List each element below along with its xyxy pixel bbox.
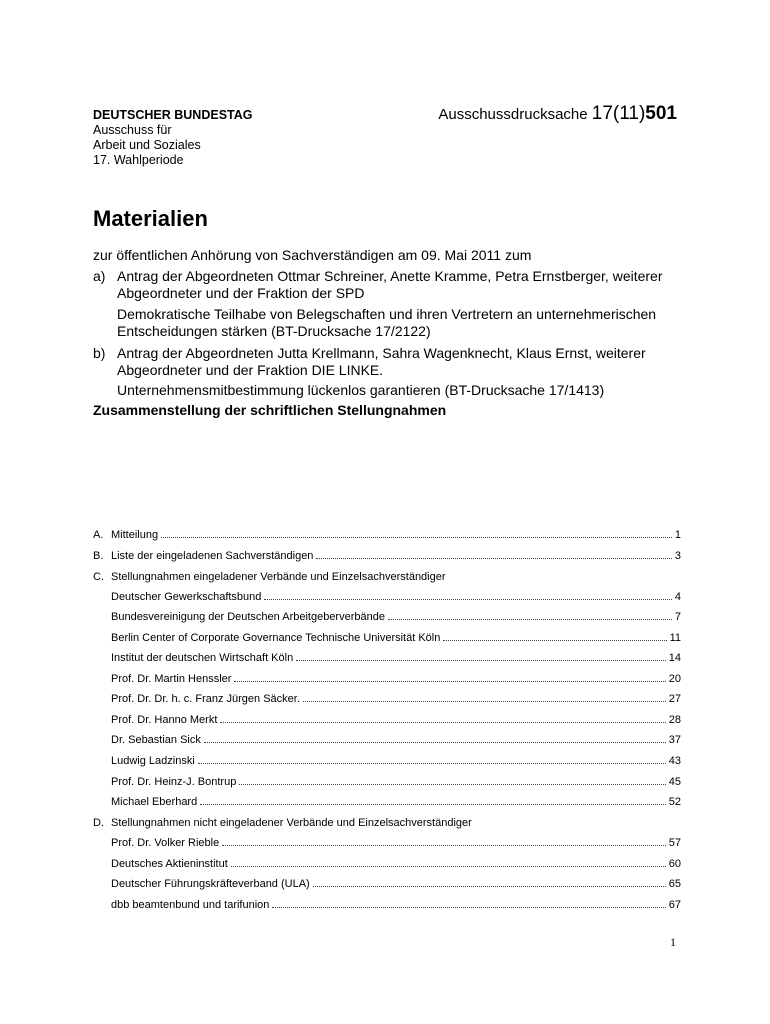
toc-page: 67 bbox=[668, 899, 681, 911]
parliament-name: DEUTSCHER BUNDESTAG bbox=[93, 108, 253, 122]
toc-leader bbox=[239, 774, 665, 785]
toc-label: Michael Eberhard bbox=[111, 796, 198, 808]
toc-entry[interactable] bbox=[111, 650, 681, 666]
toc-leader bbox=[200, 794, 666, 805]
toc-label: Deutsches Aktieninstitut bbox=[111, 858, 228, 870]
motion-subject-a: Demokratische Teilhabe von Belegschaften und ihren Vertretern an unternehmerischen Entscheidungen stärken (BT-Drucksache 17/2122) bbox=[117, 306, 657, 339]
toc-page: 20 bbox=[668, 673, 681, 685]
toc-label: Prof. Dr. Hanno Merkt bbox=[111, 714, 218, 726]
toc-label: Institut der deutschen Wirtschaft Köln bbox=[111, 652, 294, 664]
toc-page: 7 bbox=[674, 611, 681, 623]
toc-leader bbox=[231, 856, 666, 867]
toc-leader bbox=[198, 753, 666, 764]
toc-entry[interactable] bbox=[111, 856, 681, 872]
toc-section-label: Stellungnahmen eingeladener Verbände und Einzelsachverständiger bbox=[111, 571, 446, 583]
toc-leader bbox=[220, 712, 665, 723]
toc-entry[interactable] bbox=[111, 671, 681, 687]
toc-section-d bbox=[93, 815, 472, 831]
motion-marker: a) bbox=[93, 268, 106, 284]
toc-leader bbox=[204, 732, 666, 743]
toc-page: 28 bbox=[668, 714, 681, 726]
toc-page: 37 bbox=[668, 734, 681, 746]
toc-entry[interactable] bbox=[111, 691, 681, 707]
document-number-prefix: 17(11) bbox=[591, 103, 646, 124]
page-title: Materialien bbox=[93, 206, 208, 231]
toc-label: Deutscher Führungskräfteverband (ULA) bbox=[111, 878, 310, 890]
toc-page: 45 bbox=[668, 776, 681, 788]
toc-page: 1 bbox=[674, 529, 681, 541]
toc-page: 60 bbox=[668, 858, 681, 870]
motion-subject-b: Unternehmensmitbestimmung lückenlos garantieren (BT-Drucksache 17/1413) bbox=[117, 382, 605, 398]
toc-label: Berlin Center of Corporate Governance Technische Universität Köln bbox=[111, 632, 441, 644]
toc-label: Prof. Dr. Martin Henssler bbox=[111, 673, 232, 685]
motion-item-a bbox=[93, 268, 683, 302]
toc-entry[interactable] bbox=[111, 835, 681, 851]
intro-text: zur öffentlichen Anhörung von Sachverständigen am 09. Mai 2011 zum bbox=[93, 247, 532, 263]
toc-label: dbb beamtenbund und tarifunion bbox=[111, 899, 270, 911]
motion-marker: b) bbox=[93, 345, 106, 361]
toc-section-label: Stellungnahmen nicht eingeladener Verbände und Einzelsachverständiger bbox=[111, 817, 472, 829]
toc-entry[interactable] bbox=[111, 897, 681, 913]
toc-page: 27 bbox=[668, 693, 681, 705]
toc-entry[interactable] bbox=[111, 732, 681, 748]
toc-page: 4 bbox=[674, 591, 681, 603]
document-number bbox=[438, 103, 677, 125]
toc-leader bbox=[296, 650, 666, 661]
toc-entry-b[interactable] bbox=[93, 548, 681, 564]
toc-label: Prof. Dr. Volker Rieble bbox=[111, 837, 220, 849]
toc-leader bbox=[161, 527, 672, 538]
toc-leader bbox=[313, 876, 666, 887]
toc-leader bbox=[388, 609, 672, 620]
toc-entry[interactable] bbox=[111, 794, 681, 810]
toc-marker: C. bbox=[93, 571, 104, 583]
motion-item-b bbox=[93, 345, 683, 379]
header-committee-block bbox=[93, 108, 253, 168]
toc-entry[interactable] bbox=[111, 630, 681, 646]
committee-line-2: Arbeit und Soziales bbox=[93, 138, 201, 152]
toc-page: 3 bbox=[674, 550, 681, 562]
toc-page: 52 bbox=[668, 796, 681, 808]
toc-entry[interactable] bbox=[111, 712, 681, 728]
toc-marker: A. bbox=[93, 529, 104, 541]
toc-page: 43 bbox=[668, 755, 681, 767]
toc-entry[interactable] bbox=[111, 876, 681, 892]
toc-leader bbox=[234, 671, 665, 682]
toc-entry[interactable] bbox=[111, 609, 681, 625]
toc-label: Prof. Dr. Heinz-J. Bontrup bbox=[111, 776, 237, 788]
toc-page: 11 bbox=[669, 632, 681, 644]
motion-text: Antrag der Abgeordneten Ottmar Schreiner, Anette Kramme, Petra Ernstberger, weiterer Abgeordneter und der Fraktion der SPD bbox=[117, 268, 663, 301]
toc-entry[interactable] bbox=[111, 774, 681, 790]
document-number-label: Ausschussdrucksache bbox=[438, 106, 588, 123]
toc-entry[interactable] bbox=[111, 753, 681, 769]
toc-leader bbox=[443, 630, 666, 641]
toc-label: Mitteilung bbox=[111, 529, 159, 541]
toc-marker: D. bbox=[93, 817, 104, 829]
page-number: 1 bbox=[670, 935, 676, 949]
toc-entry-a[interactable] bbox=[93, 527, 681, 543]
toc-label: Dr. Sebastian Sick bbox=[111, 734, 201, 746]
toc-section-c bbox=[93, 569, 446, 585]
toc-label: Prof. Dr. Dr. h. c. Franz Jürgen Säcker. bbox=[111, 693, 300, 705]
toc-leader bbox=[303, 691, 666, 702]
document-number-bold: 501 bbox=[645, 103, 677, 124]
toc-entry[interactable] bbox=[111, 589, 681, 605]
toc-marker: B. bbox=[93, 550, 104, 562]
legislative-period: 17. Wahlperiode bbox=[93, 153, 184, 167]
toc-leader bbox=[222, 835, 666, 846]
toc-label: Ludwig Ladzinski bbox=[111, 755, 195, 767]
toc-label: Deutscher Gewerkschaftsbund bbox=[111, 591, 262, 603]
committee-line-1: Ausschuss für bbox=[93, 123, 172, 137]
toc-page: 65 bbox=[668, 878, 681, 890]
motion-text: Antrag der Abgeordneten Jutta Krellmann, Sahra Wagenknecht, Klaus Ernst, weiterer Abgeordneter und der Fraktion DIE LINKE. bbox=[117, 345, 646, 378]
summary-heading: Zusammenstellung der schriftlichen Stellungnahmen bbox=[93, 402, 447, 418]
toc-page: 57 bbox=[668, 837, 681, 849]
toc-page: 14 bbox=[668, 652, 681, 664]
toc-label: Liste der eingeladenen Sachverständigen bbox=[111, 550, 314, 562]
toc-leader bbox=[316, 548, 671, 559]
toc-leader bbox=[264, 589, 671, 600]
toc-label: Bundesvereinigung der Deutschen Arbeitgeberverbände bbox=[111, 611, 385, 623]
toc-leader bbox=[272, 897, 665, 908]
